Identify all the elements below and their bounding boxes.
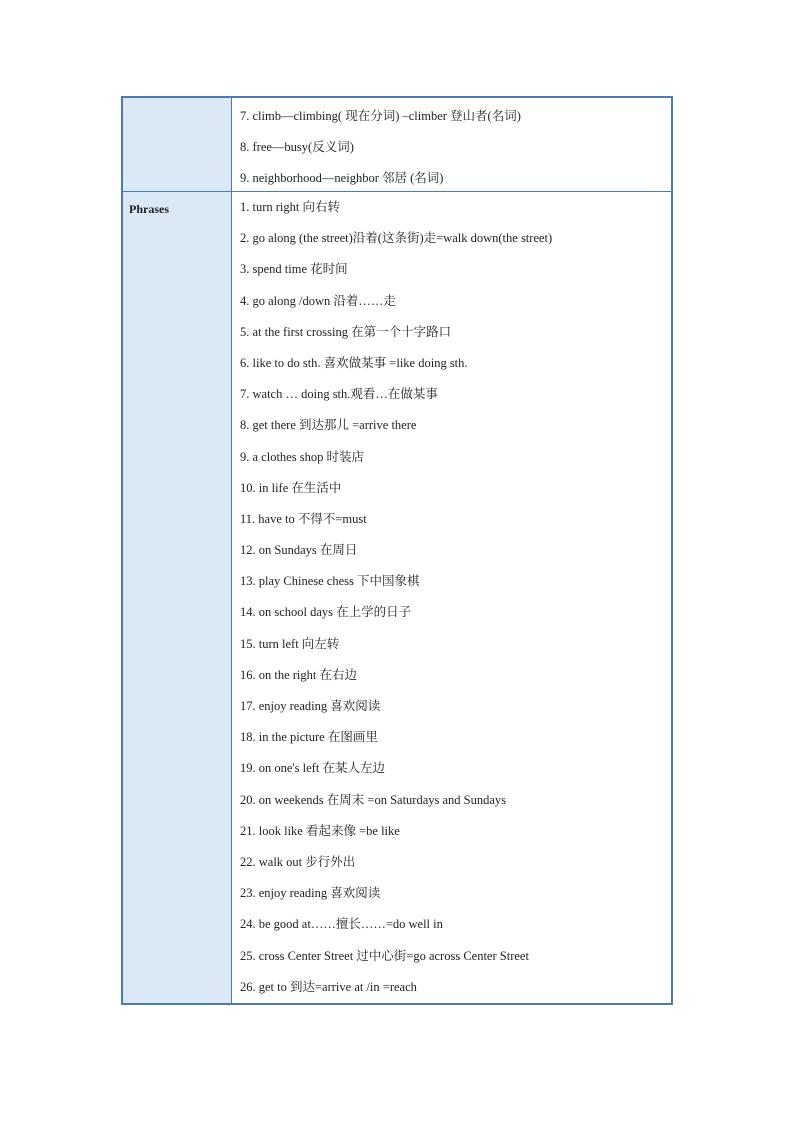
phrase-line-20: 20. on weekends 在周末 =on Saturdays and Sundays bbox=[240, 792, 507, 807]
phrase-line-10: 10. in life 在生活中 bbox=[240, 480, 342, 495]
word-form-line-7: 7. climb—climbing( 现在分词) –climber 登山者(名词) bbox=[240, 109, 521, 123]
phrase-line-11: 11. have to 不得不=must bbox=[240, 511, 367, 526]
row-label-cell-empty bbox=[123, 98, 232, 191]
phrase-line-21: 21. look like 看起来像 =be like bbox=[240, 823, 400, 838]
phrase-line-12: 12. on Sundays 在周日 bbox=[240, 543, 358, 558]
phrase-line-17: 17. enjoy reading 喜欢阅读 bbox=[240, 699, 381, 713]
phrase-line-26: 26. get to 到达=arrive at /in =reach bbox=[240, 979, 417, 994]
phrase-line-25: 25. cross Center Street 过中心街=go across Center Street bbox=[240, 948, 529, 963]
phrase-line-1: 1. turn right 向右转 bbox=[240, 200, 340, 214]
phrase-line-14: 14. on school days 在上学的日子 bbox=[240, 605, 412, 620]
phrase-line-22: 22. walk out 步行外出 bbox=[240, 854, 356, 869]
phrase-line-16: 16. on the right 在右边 bbox=[240, 667, 358, 682]
phrase-line-24: 24. be good at……擅长……=do well in bbox=[240, 917, 443, 932]
phrase-line-5: 5. at the first crossing 在第一个十字路口 bbox=[240, 324, 452, 339]
phrase-line-4: 4. go along /down 沿着……走 bbox=[240, 293, 396, 308]
phrases-label: Phrases bbox=[123, 192, 232, 1003]
phrase-line-15: 15. turn left 向左转 bbox=[240, 636, 340, 651]
phrase-line-7: 7. watch … doing sth.观看…在做某事 bbox=[240, 387, 438, 402]
phrase-line-3: 3. spend time 花时间 bbox=[240, 262, 348, 277]
vocabulary-table bbox=[121, 96, 673, 1005]
phrase-line-18: 18. in the picture 在图画里 bbox=[240, 730, 378, 745]
phrase-line-2: 2. go along (the street)沿着(这条街)走=walk down(the street) bbox=[240, 231, 553, 246]
phrase-line-19: 19. on one's left 在某人左边 bbox=[240, 761, 385, 776]
phrase-line-8: 8. get there 到达那儿 =arrive there bbox=[240, 418, 417, 433]
phrase-line-13: 13. play Chinese chess 下中国象棋 bbox=[240, 574, 420, 589]
phrase-line-23: 23. enjoy reading 喜欢阅读 bbox=[240, 886, 381, 901]
phrases-cell bbox=[232, 192, 671, 1003]
word-form-line-9: 9. neighborhood—neighbor 邻居 (名词) bbox=[240, 171, 444, 186]
table-row-word-forms bbox=[123, 98, 671, 192]
word-forms-cell bbox=[232, 98, 671, 191]
phrase-line-9: 9. a clothes shop 时装店 bbox=[240, 449, 364, 464]
phrase-line-6: 6. like to do sth. 喜欢做某事 =like doing sth. bbox=[240, 355, 468, 370]
word-form-line-8: 8. free—busy(反义词) bbox=[240, 140, 354, 155]
table-row-phrases bbox=[123, 192, 671, 1003]
